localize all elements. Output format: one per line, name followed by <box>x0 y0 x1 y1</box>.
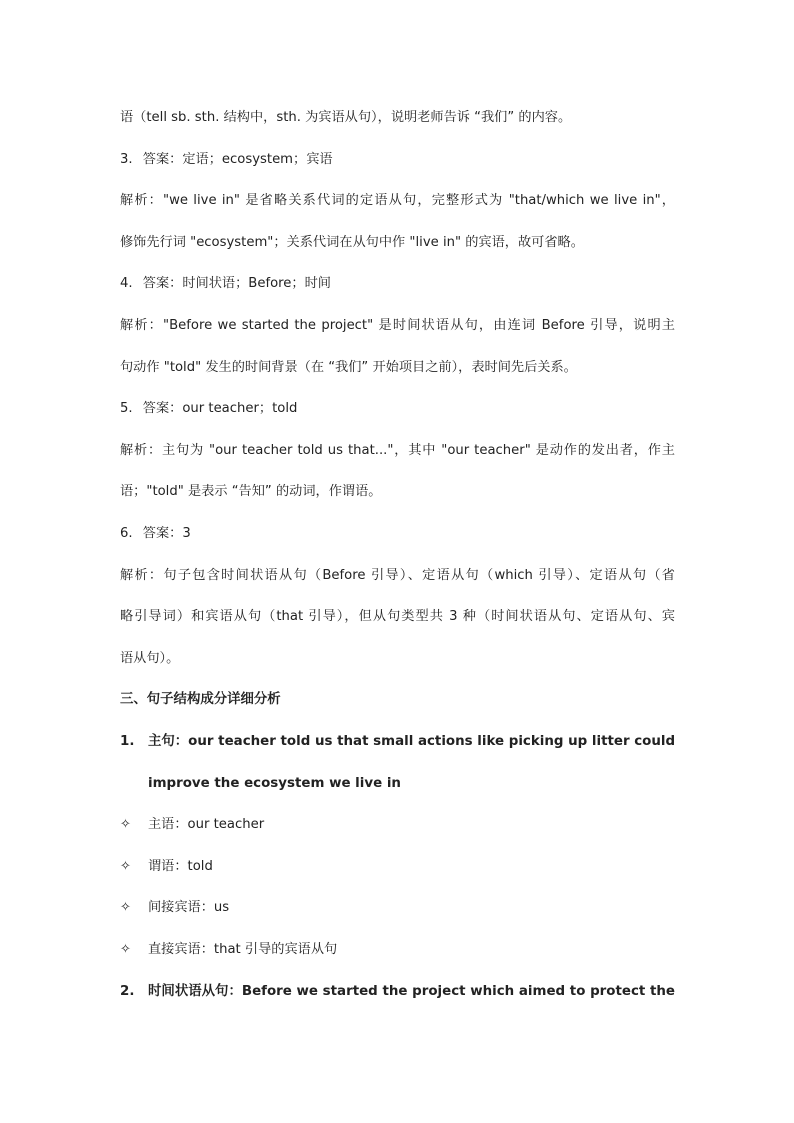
item-number: 4. <box>120 276 133 291</box>
answer-item-4 <box>120 274 331 294</box>
section-heading: 三、句子结构成分详细分析 <box>120 692 281 707</box>
item-number: 3. <box>120 152 133 167</box>
item-number: 6. <box>120 526 133 541</box>
text-line: 句动作 "told" 发生的时间背景（在 “我们” 开始项目之前），表时间先后关系。 <box>120 360 577 375</box>
text-line: 略引导词）和宾语从句（that 引导），但从句类型共 3 种（时间状语从句、定语从句、宾 <box>120 609 675 624</box>
text-line: 解析："Before we started the project" 是时间状语从句，由连词 Before 引导，说明主 <box>120 318 675 333</box>
main-clause-continuation: improve the ecosystem we live in <box>148 776 401 791</box>
main-clause-heading: 主句：our teacher told us that small actions like picking up litter could <box>148 734 676 749</box>
text-line: 语（tell sb. sth. 结构中，sth. 为宾语从句），说明老师告诉 “我们” 的内容。 <box>120 110 572 125</box>
bullet-star-icon: ✧ <box>120 817 131 832</box>
bullet-star-icon: ✧ <box>120 859 131 874</box>
text-line: 解析：句子包含时间状语从句（Before 引导）、定语从句（which 引导）、定语从句（省 <box>120 568 675 583</box>
bullet-text: 间接宾语：us <box>148 900 230 915</box>
text-line: 解析："we live in" 是省略关系代词的定语从句，完整形式为 "that/which we live in"， <box>120 193 675 208</box>
time-clause-heading: 时间状语从句：Before we started the project which aimed to protect the <box>148 984 675 999</box>
answer-item-3 <box>120 150 333 170</box>
answer-item-5 <box>120 399 298 419</box>
bullet-text: 直接宾语：that 引导的宾语从句 <box>148 942 338 957</box>
answer-text: 答案：3 <box>142 526 191 541</box>
answer-item-6 <box>120 524 191 544</box>
item-number: 5. <box>120 401 133 416</box>
item-number: 2. <box>120 984 135 999</box>
bullet-star-icon: ✧ <box>120 900 131 915</box>
item-number: 1. <box>120 734 135 749</box>
text-line: 语；"told" 是表示 “告知” 的动词，作谓语。 <box>120 484 382 499</box>
bullet-text: 谓语：told <box>148 859 213 874</box>
answer-text: 答案：时间状语；Before；时间 <box>142 276 331 291</box>
text-line: 修饰先行词 "ecosystem"；关系代词在从句中作 "live in" 的宾语，故可省略。 <box>120 235 584 250</box>
answer-text: 答案：our teacher；told <box>142 401 298 416</box>
text-line: 语从句）。 <box>120 651 180 666</box>
text-line: 解析：主句为 "our teacher told us that..."，其中 "our teacher" 是动作的发出者，作主 <box>120 443 675 458</box>
answer-text: 答案：定语；ecosystem；宾语 <box>142 152 333 167</box>
bullet-star-icon: ✧ <box>120 942 131 957</box>
bullet-text: 主语：our teacher <box>148 817 265 832</box>
